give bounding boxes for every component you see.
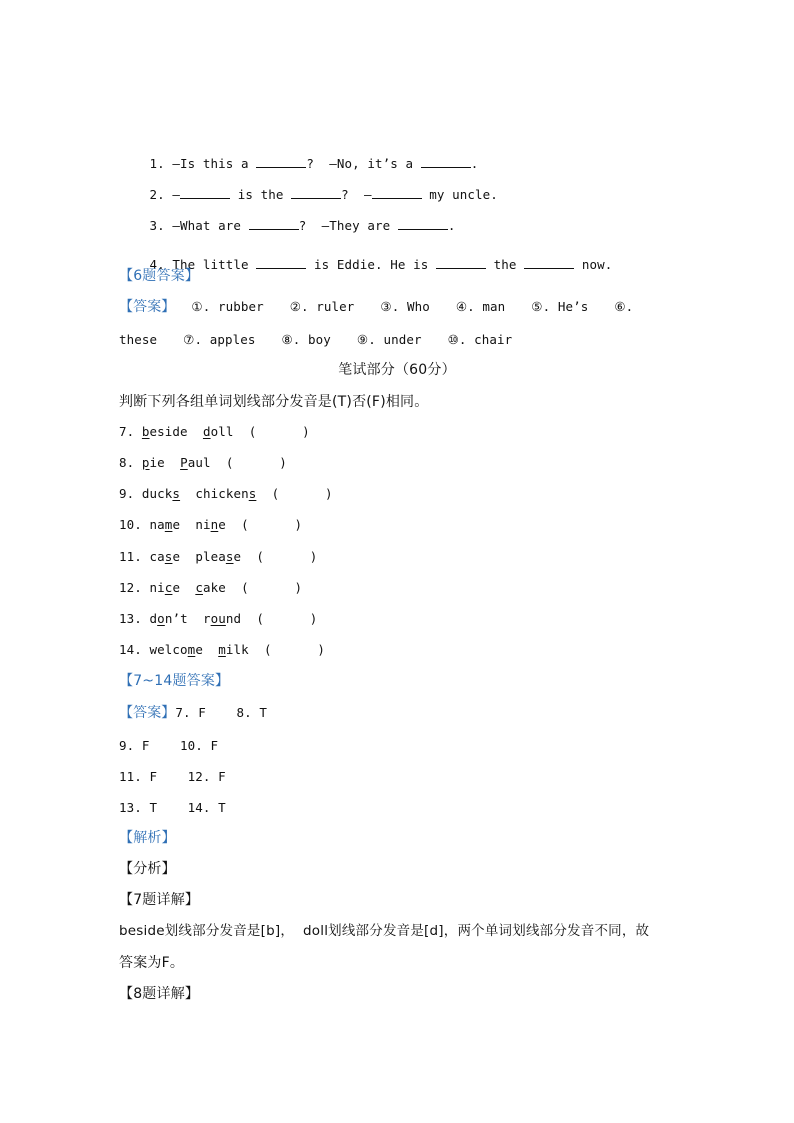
underlined-part: m [187, 642, 196, 657]
answer-item: 7. F [175, 705, 206, 720]
text-segment: . [470, 156, 479, 171]
answer-heading-7-14: 【7~14题答案】 [119, 673, 230, 689]
underlined-part: m [164, 517, 173, 532]
text-segment: — [364, 187, 372, 202]
text-segment: —They are [321, 218, 391, 233]
word-part: r [202, 611, 211, 626]
underlined-part: p [141, 455, 150, 470]
underlined-part: s [225, 549, 234, 564]
word-part: ca [149, 549, 165, 564]
question-12 [119, 579, 302, 597]
text-segment: the [493, 257, 517, 272]
answer-blank [249, 217, 299, 230]
word-part: ake [202, 580, 226, 595]
answer-paren: ( ) [256, 611, 318, 626]
word-part: ie [149, 455, 165, 470]
text-segment: ? [341, 187, 349, 202]
underlined-part: c [164, 580, 173, 595]
answer-item: 9. F [119, 738, 150, 753]
instruction: 判断下列各组单词划线部分发音是(T)否(F)相同。 [119, 394, 429, 410]
answer-item: ⑧. boy [281, 332, 331, 347]
answer-item: 14. T [187, 800, 226, 815]
answer-paren: ( ) [241, 517, 303, 532]
word-part: e [172, 580, 181, 595]
word-part: ilk [225, 642, 249, 657]
word-part: d [149, 611, 158, 626]
underlined-part: P [180, 455, 188, 470]
question-10 [119, 516, 302, 534]
answer-line-6a [119, 298, 633, 316]
text-segment: The little [172, 257, 249, 272]
question-number: 8. [119, 455, 135, 470]
answer-item: 12. F [187, 769, 226, 784]
text-segment: is the [237, 187, 284, 202]
text-segment: ? [306, 156, 314, 171]
detail-7-line-2: 答案为F。 [119, 955, 185, 971]
answer-item: 10. F [180, 738, 219, 753]
answer-paren: ( ) [248, 424, 310, 439]
text-segment: is Eddie. He is [313, 257, 429, 272]
answer-blank [372, 186, 422, 199]
question-8 [119, 454, 287, 472]
answer-label: 【答案】 [119, 299, 176, 315]
answer-blank [256, 256, 306, 269]
detail-7-line-1: beside划线部分发音是[b]， doll划线部分发音是[d]，两个单词划线部分发音不同，故 [119, 923, 650, 939]
answer-blank [180, 186, 230, 199]
answer-blank [524, 256, 574, 269]
word-part: nd [225, 611, 242, 626]
text-segment: my uncle. [429, 187, 498, 202]
answer-blank [398, 217, 448, 230]
answer-item: ③. Who [380, 299, 430, 314]
question-11 [119, 548, 317, 566]
word-part: ni [195, 517, 211, 532]
word-part: chicken [195, 486, 249, 501]
text-segment: —Is this a [172, 156, 249, 171]
answer-line-6b [119, 331, 512, 349]
answer-row-1 [119, 704, 267, 722]
word-part: welco [149, 642, 188, 657]
answer-paren: ( ) [271, 486, 333, 501]
question-number: 14. [119, 642, 142, 657]
question-number: 10. [119, 517, 142, 532]
text-segment: —What are [172, 218, 242, 233]
word-part: oll [210, 424, 234, 439]
answer-item: ⑦. apples [183, 332, 256, 347]
question-13 [119, 610, 317, 628]
answer-item: ⑨. under [356, 332, 422, 347]
detail-7-heading: 【7题详解】 [119, 892, 200, 908]
answer-item: ④. man [455, 299, 506, 314]
answer-blank [436, 256, 486, 269]
word-part: e [172, 549, 181, 564]
underlined-part: n [210, 517, 219, 532]
underlined-part: s [172, 486, 181, 501]
answer-item: ⑩. chair [447, 332, 513, 347]
underlined-part: s [248, 486, 257, 501]
word-part: e [172, 517, 181, 532]
underlined-part: c [195, 580, 203, 595]
word-part: duck [141, 486, 173, 501]
underlined-part: d [202, 424, 211, 439]
question-number: 2. [149, 187, 165, 202]
answer-item: 8. T [236, 705, 267, 720]
analysis-sub: 【分析】 [119, 861, 176, 877]
answer-item: 11. F [119, 769, 158, 784]
underlined-part: s [164, 549, 173, 564]
answer-blank [256, 155, 306, 168]
text-segment: . [447, 218, 456, 233]
answer-paren: ( ) [225, 455, 287, 470]
question-number: 11. [119, 549, 142, 564]
question-number: 12. [119, 580, 142, 595]
answer-row-3 [119, 768, 226, 786]
question-9 [119, 485, 333, 503]
answer-item: ②. ruler [289, 299, 355, 314]
answer-item: 13. T [119, 800, 158, 815]
word-part: e [218, 517, 226, 532]
question-number: 13. [119, 611, 142, 626]
detail-8-heading: 【8题详解】 [119, 986, 200, 1002]
answer-item: ⑥. [614, 299, 634, 314]
analysis-heading: 【解析】 [119, 830, 176, 846]
answer-paren: ( ) [256, 549, 318, 564]
word-part: na [149, 517, 165, 532]
answer-heading-6: 【6题答案】 [119, 268, 200, 284]
question-7 [119, 423, 310, 441]
question-number: 4. [149, 257, 165, 272]
answer-blank [291, 186, 341, 199]
answer-row-2 [119, 737, 218, 755]
underlined-part: o [157, 611, 165, 626]
text-segment: now. [581, 257, 613, 272]
answer-label: 【答案】 [119, 705, 176, 721]
answer-paren: ( ) [264, 642, 326, 657]
text-segment: — [172, 187, 181, 202]
answer-item: ①. rubber [191, 299, 264, 314]
question-14 [119, 641, 325, 659]
word-part: n’t [164, 611, 188, 626]
question-number: 3. [149, 218, 165, 233]
word-part: aul [187, 455, 211, 470]
underlined-part: b [141, 424, 150, 439]
underlined-part: ou [210, 611, 226, 626]
word-part: e [233, 549, 242, 564]
question-number: 9. [119, 486, 135, 501]
word-part: eside [149, 424, 188, 439]
answer-blank [421, 155, 471, 168]
question-number: 1. [149, 156, 165, 171]
word-part: e [195, 642, 203, 657]
answer-row-4 [119, 799, 226, 817]
word-part: plea [195, 549, 226, 564]
text-segment: ? [298, 218, 307, 233]
question-number: 7. [119, 424, 135, 439]
section-title: 笔试部分（60分） [338, 362, 456, 378]
answer-paren: ( ) [241, 580, 303, 595]
underlined-part: m [218, 642, 226, 657]
word-part: ni [149, 580, 165, 595]
answer-item: these [119, 332, 158, 347]
text-segment: —No, it’s a [329, 156, 414, 171]
answer-item: ⑤. He’s [531, 299, 589, 314]
